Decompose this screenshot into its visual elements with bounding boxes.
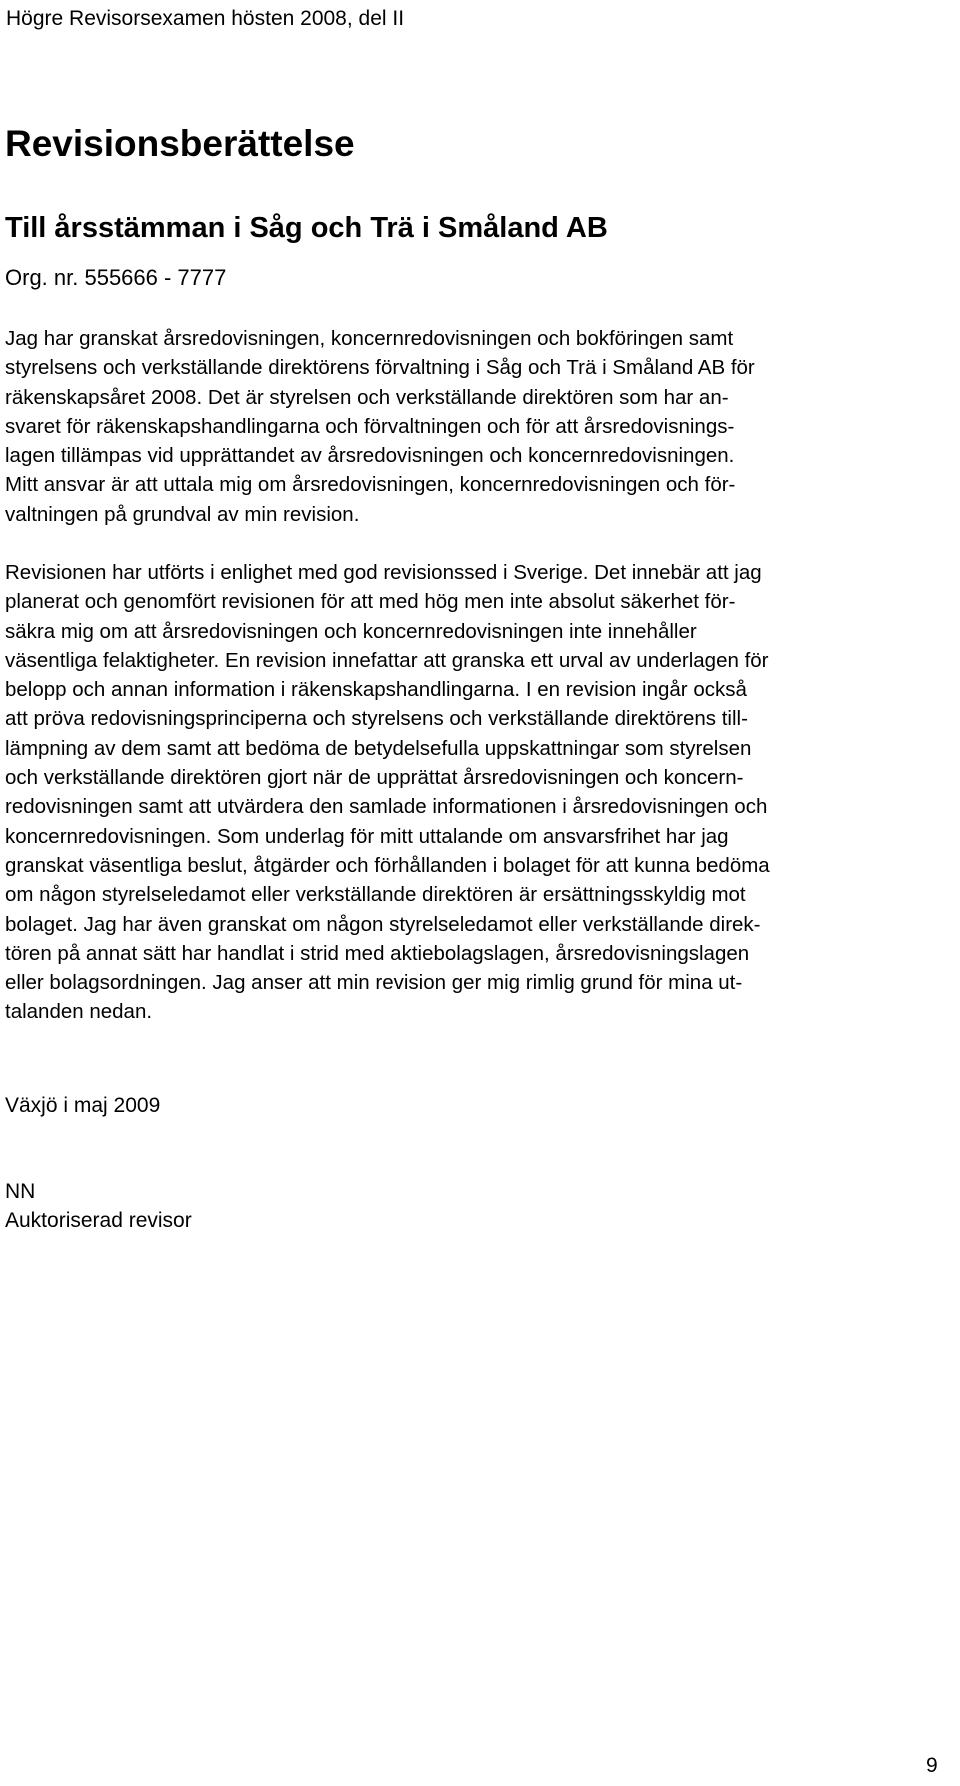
paragraph-line: bolaget. Jag har även granskat om någon styrelseledamot eller verkställande direk-	[5, 912, 761, 936]
page-number: 9	[926, 1754, 938, 1777]
place-and-date: Växjö i maj 2009	[5, 1094, 161, 1117]
addressee-heading: Till årsstämman i Såg och Trä i Småland AB	[5, 212, 608, 244]
paragraph-line: väsentliga felaktigheter. En revision innefattar att granska ett urval av underlagen för	[5, 648, 769, 672]
paragraph-line: styrelsens och verkställande direktörens förvaltning i Såg och Trä i Småland AB för	[5, 356, 755, 380]
running-header: Högre Revisorsexamen hösten 2008, del II	[6, 7, 405, 30]
paragraph-line: tören på annat sätt har handlat i strid med aktiebolagslagen, årsredovisningslagen	[5, 941, 750, 965]
paragraph-line: om någon styrelseledamot eller verkställande direktören är ersättningsskyldig mot	[5, 883, 746, 907]
paragraph-line: talanden nedan.	[5, 1000, 153, 1024]
paragraph-line: säkra mig om att årsredovisningen och koncernredovisningen inte innehåller	[5, 619, 697, 643]
paragraph-line: planerat och genomfört revisionen för att med hög men inte absolut säkerhet för-	[5, 590, 736, 614]
paragraph-line: svaret för räkenskapshandlingarna och förvaltningen och för att årsredovisnings-	[5, 414, 735, 438]
document-title: Revisionsberättelse	[5, 123, 355, 164]
paragraph-line: Jag har granskat årsredovisningen, koncernredovisningen och bokföringen samt	[5, 327, 734, 350]
paragraph-line: valtningen på grundval av min revision.	[5, 502, 360, 526]
paragraph-line: granskat väsentliga beslut, åtgärder och förhållanden i bolaget för att kunna bedöma	[5, 853, 770, 877]
paragraph-audit-scope	[5, 558, 940, 1027]
org-number: Org. nr. 555666 - 7777	[5, 265, 227, 290]
paragraph-line: Mitt ansvar är att uttala mig om årsredovisningen, koncernredovisningen och för-	[5, 473, 736, 497]
signer-name: NN	[5, 1180, 36, 1203]
paragraph-line: Revisionen har utförts i enlighet med god revisionssed i Sverige. Det innebär att jag	[5, 561, 762, 584]
paragraph-line: redovisningen samt att utvärdera den samlade informationen i årsredovisningen och	[5, 795, 768, 819]
paragraph-line: lämpning av dem samt att bedöma de betydelsefulla uppskattningar som styrelsen	[5, 736, 752, 760]
paragraph-line: koncernredovisningen. Som underlag för mitt uttalande om ansvarsfrihet har jag	[5, 824, 729, 848]
paragraph-line: räkenskapsåret 2008. Det är styrelsen och verkställande direktören som har an-	[5, 385, 729, 409]
paragraph-line: eller bolagsordningen. Jag anser att min revision ger mig rimlig grund för mina ut-	[5, 971, 743, 995]
paragraph-line: lagen tillämpas vid upprättandet av årsredovisningen och koncernredovisningen.	[5, 444, 735, 468]
paragraph-line: och verkställande direktören gjort när de upprättat årsredovisningen och koncern-	[5, 766, 744, 790]
signer-title: Auktoriserad revisor	[5, 1209, 192, 1232]
paragraph-line: belopp och annan information i räkenskapshandlingarna. I en revision ingår också	[5, 678, 747, 702]
paragraph-line: att pröva redovisningsprinciperna och styrelsens och verkställande direktörens till-	[5, 707, 748, 731]
paragraph-responsibility	[5, 324, 940, 529]
